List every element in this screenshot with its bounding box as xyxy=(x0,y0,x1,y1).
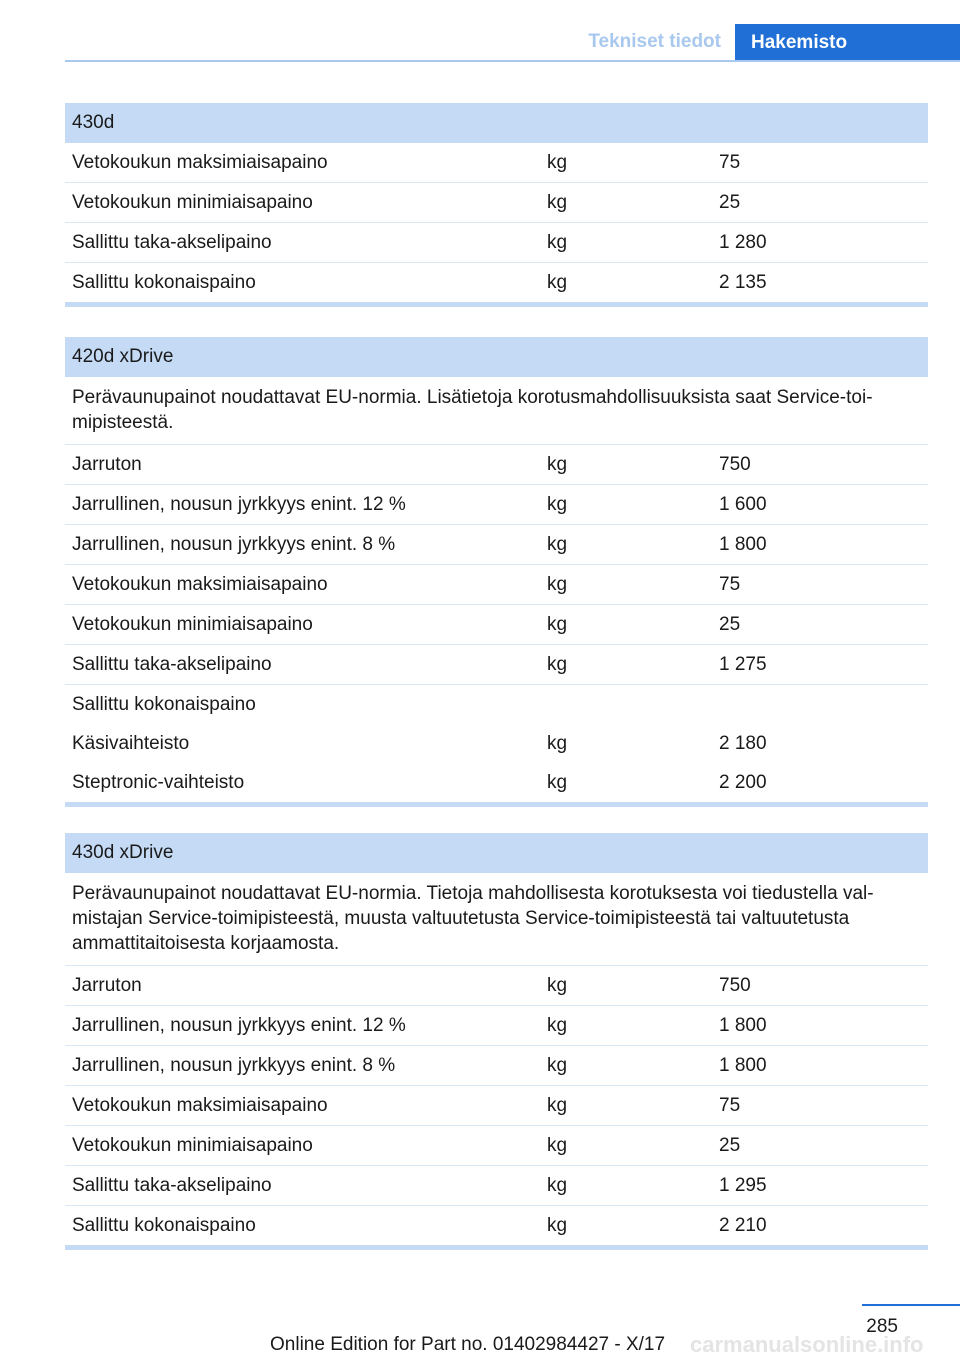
table-row xyxy=(65,525,928,565)
row-label: Vetokoukun maksimiaisapaino xyxy=(72,151,328,173)
table-row xyxy=(65,183,928,223)
row-value: 2 210 xyxy=(719,1214,767,1236)
table-row xyxy=(65,605,928,645)
row-value: 2 135 xyxy=(719,271,767,293)
row-unit: kg xyxy=(547,573,568,595)
edition-footer: Online Edition for Part no. 01402984427 - X/17 xyxy=(270,1334,666,1355)
table-row xyxy=(65,966,928,1006)
row-value: 750 xyxy=(719,453,751,475)
row-unit: kg xyxy=(547,1094,568,1116)
table-title: 420d xDrive xyxy=(65,337,928,377)
table-row xyxy=(65,565,928,605)
row-unit: kg xyxy=(547,974,568,996)
row-unit: kg xyxy=(547,1214,568,1236)
row-unit: kg xyxy=(547,533,568,555)
row-unit: kg xyxy=(547,1054,568,1076)
row-value: 25 xyxy=(719,613,741,635)
table-row xyxy=(65,645,928,685)
table-end-bar xyxy=(65,802,928,807)
table-title: 430d xyxy=(65,103,928,143)
table-row xyxy=(65,263,928,302)
row-unit: kg xyxy=(547,231,568,253)
row-label: Vetokoukun minimiaisapaino xyxy=(72,1134,313,1156)
row-label: Sallittu taka-akselipaino xyxy=(72,1174,272,1196)
spec-table-430d xyxy=(65,103,928,307)
row-value: 1 800 xyxy=(719,1014,767,1036)
row-unit: kg xyxy=(547,493,568,515)
table-row xyxy=(65,1086,928,1126)
row-unit: kg xyxy=(547,771,568,793)
row-label: Sallittu taka-akselipaino xyxy=(72,231,272,253)
row-label: Jarruton xyxy=(72,453,142,475)
table-row xyxy=(65,1126,928,1166)
table-row xyxy=(65,1006,928,1046)
row-value: 25 xyxy=(719,1134,741,1156)
table-row xyxy=(65,485,928,525)
table-title: 430d xDrive xyxy=(65,833,928,873)
row-label: Sallittu kokonaispaino xyxy=(72,693,256,715)
tab-tekniset-tiedot[interactable]: Tekniset tiedot xyxy=(588,31,721,52)
header-bar xyxy=(65,24,960,62)
row-value: 1 800 xyxy=(719,533,767,555)
table-row xyxy=(65,445,928,485)
table-note: Perävaunupainot noudattavat EU-normia. Lisätietoja korotusmahdollisuuksista saat Service-toimipisteestä. xyxy=(65,377,928,445)
row-value: 1 800 xyxy=(719,1054,767,1076)
spec-table-430d-xdrive xyxy=(65,833,928,1250)
row-label: Jarruton xyxy=(72,974,142,996)
row-unit: kg xyxy=(547,191,568,213)
row-value: 75 xyxy=(719,151,741,173)
table-end-bar xyxy=(65,302,928,307)
row-value: 1 295 xyxy=(719,1174,767,1196)
row-label: Vetokoukun maksimiaisapaino xyxy=(72,573,328,595)
table-end-bar xyxy=(65,1245,928,1250)
page-number: 285 xyxy=(866,1316,898,1337)
row-value: 1 280 xyxy=(719,231,767,253)
row-label: Steptronic-vaihteisto xyxy=(72,771,245,793)
row-value: 75 xyxy=(719,1094,741,1116)
row-label: Jarrullinen, nousun jyrkkyys enint. 12 % xyxy=(72,493,406,515)
table-row xyxy=(65,1166,928,1206)
row-value: 1 275 xyxy=(719,653,767,675)
header-divider xyxy=(65,60,960,62)
row-label: Sallittu kokonaispaino xyxy=(72,1214,256,1236)
row-label: Käsivaihteisto xyxy=(72,732,190,754)
row-unit: kg xyxy=(547,653,568,675)
row-unit: kg xyxy=(547,1174,568,1196)
row-label: Jarrullinen, nousun jyrkkyys enint. 8 % xyxy=(72,1054,396,1076)
row-unit: kg xyxy=(547,453,568,475)
row-value: 1 600 xyxy=(719,493,767,515)
row-unit: kg xyxy=(547,1014,568,1036)
row-value: 2 200 xyxy=(719,771,767,793)
row-value: 75 xyxy=(719,573,741,595)
row-value: 25 xyxy=(719,191,741,213)
table-row xyxy=(65,223,928,263)
table-row xyxy=(65,1206,928,1245)
row-label: Vetokoukun minimiaisapaino xyxy=(72,613,313,635)
row-label: Vetokoukun minimiaisapaino xyxy=(72,191,313,213)
row-label: Sallittu taka-akselipaino xyxy=(72,653,272,675)
table-row xyxy=(65,143,928,183)
row-label: Jarrullinen, nousun jyrkkyys enint. 12 % xyxy=(72,1014,406,1036)
tab-hakemisto[interactable]: Hakemisto xyxy=(735,24,960,62)
row-label: Sallittu kokonaispaino xyxy=(72,271,256,293)
row-unit: kg xyxy=(547,732,568,754)
row-value: 2 180 xyxy=(719,732,767,754)
spec-table-420d-xdrive xyxy=(65,337,928,807)
table-row xyxy=(65,685,928,724)
table-note: Perävaunupainot noudattavat EU-normia. Tietoja mahdollisesta korotuksesta voi tiedustella valmistajan Service-toimipisteestä, muusta valtuutetusta Service-toimipisteestä tai valtuutetusta ammattitaitoisesta korjaamosta. xyxy=(65,873,928,966)
row-unit: kg xyxy=(547,1134,568,1156)
row-unit: kg xyxy=(547,613,568,635)
page-number-bar xyxy=(862,1304,960,1306)
row-label: Jarrullinen, nousun jyrkkyys enint. 8 % xyxy=(72,533,396,555)
row-label: Vetokoukun maksimiaisapaino xyxy=(72,1094,328,1116)
table-row xyxy=(65,724,928,763)
table-row xyxy=(65,763,928,802)
watermark: carmanualsonline.info xyxy=(690,1332,924,1357)
table-row xyxy=(65,1046,928,1086)
row-unit: kg xyxy=(547,271,568,293)
row-value: 750 xyxy=(719,974,751,996)
row-unit: kg xyxy=(547,151,568,173)
